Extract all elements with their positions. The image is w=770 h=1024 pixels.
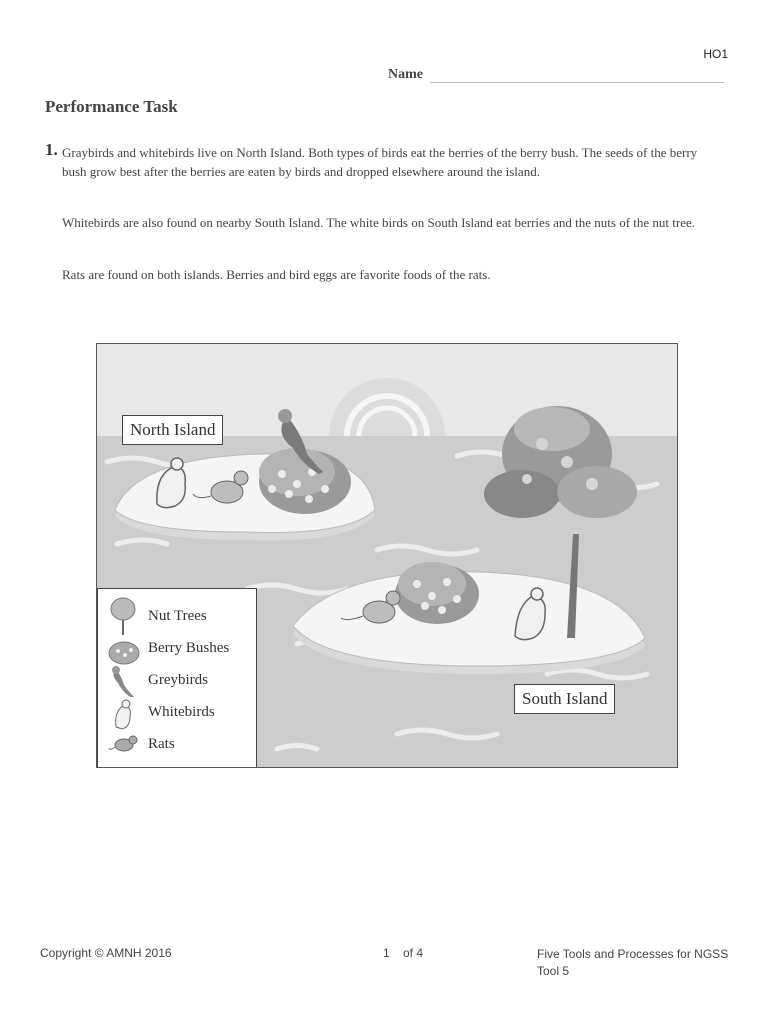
greybird-icon bbox=[108, 665, 138, 699]
footer-page-number: 1 of 4 bbox=[383, 946, 424, 960]
footer-series-title bbox=[537, 946, 728, 980]
question-paragraph-3: Rats are found on both islands. Berries and bird eggs are favorite foods of the rats. bbox=[62, 267, 491, 282]
north-island-label: North Island bbox=[122, 415, 223, 445]
legend-label-nut-trees: Nut Trees bbox=[148, 608, 207, 624]
page-title: Performance Task bbox=[45, 97, 178, 116]
question-paragraph-1: Graybirds and whitebirds live on North Island. Both types of birds eat the berries of the berry bush. The seeds of the berry bush grow best after the berries are eaten by birds and dropped elsewhere around the island. bbox=[62, 145, 698, 179]
legend-label-whitebirds: Whitebirds bbox=[148, 704, 215, 720]
rat-icon bbox=[108, 731, 140, 755]
footer-tool: Tool 5 bbox=[537, 964, 570, 978]
document-id: HO1 bbox=[703, 47, 728, 61]
name-label: Name bbox=[388, 67, 423, 82]
whitebird-icon bbox=[108, 697, 138, 731]
south-island-label: South Island bbox=[514, 684, 615, 714]
legend bbox=[97, 588, 257, 768]
question-paragraph-2: Whitebirds are also found on nearby South Island. The white birds on South Island eat berries and the nuts of the nut tree. bbox=[62, 215, 696, 230]
islands-illustration bbox=[96, 343, 678, 768]
footer-copyright: Copyright © AMNH 2016 bbox=[40, 946, 172, 960]
question-number: 1. bbox=[45, 140, 58, 159]
footer-series-name: Five Tools and Processes for NGSS bbox=[537, 947, 729, 961]
legend-label-greybirds: Greybirds bbox=[148, 672, 208, 688]
legend-label-rats: Rats bbox=[148, 736, 175, 752]
berry-bush-icon bbox=[108, 637, 140, 665]
name-field-line[interactable] bbox=[430, 82, 724, 83]
nut-tree-icon bbox=[108, 595, 138, 637]
legend-label-berry-bushes: Berry Bushes bbox=[148, 640, 230, 656]
